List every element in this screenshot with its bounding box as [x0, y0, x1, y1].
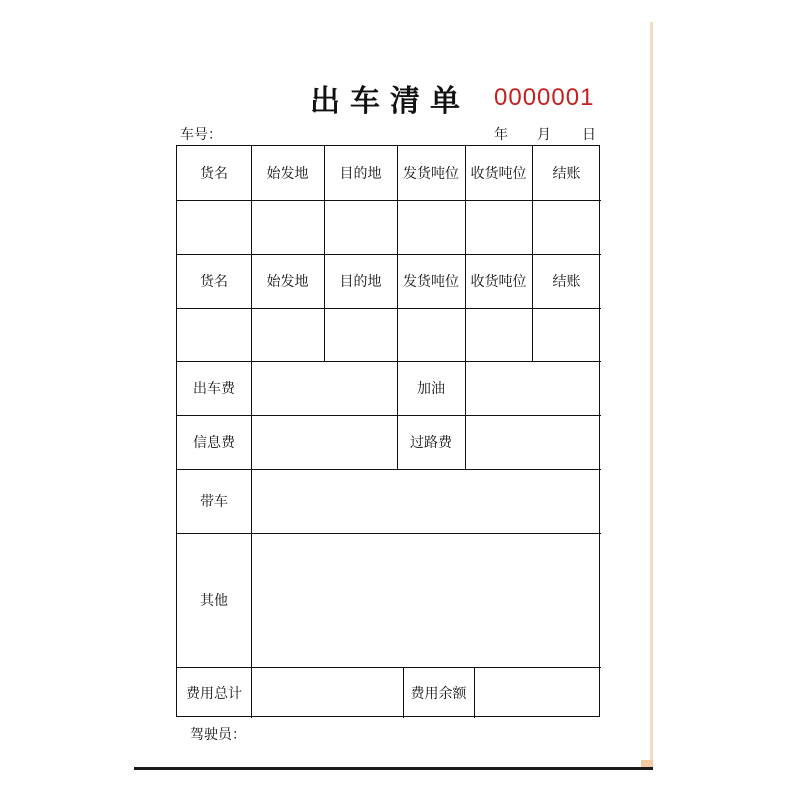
paper-edge: [650, 22, 653, 768]
col-divider: [474, 667, 475, 718]
driver-label: 驾驶员：: [190, 727, 246, 743]
header-destination: 目的地: [339, 166, 382, 182]
other-label: 其他: [200, 593, 228, 609]
header-received-tonnage: 收货吨位: [470, 166, 527, 182]
header-goods-name: 货名: [200, 274, 228, 290]
header-received-tonnage: 收货吨位: [470, 274, 527, 290]
total-fee-label: 费用总计: [186, 685, 242, 702]
col-divider: [251, 146, 252, 718]
header-destination: 目的地: [339, 274, 382, 290]
header-origin: 始发地: [266, 166, 309, 182]
paper-shadow: [134, 767, 653, 770]
paper-corner: [641, 760, 653, 767]
header-shipped-tonnage: 发货吨位: [403, 274, 459, 290]
carpool-label: 带车: [200, 494, 228, 510]
date-year-label: 年: [494, 127, 508, 143]
row-divider: [177, 308, 601, 309]
date-month-label: 月: [537, 127, 551, 143]
header-shipped-tonnage: 发货吨位: [403, 166, 459, 182]
serial-number: 0000001: [494, 84, 595, 111]
header-origin: 始发地: [266, 274, 309, 290]
row-divider: [177, 200, 601, 201]
toll-fee-label: 过路费: [410, 435, 452, 451]
expense-table: [176, 145, 600, 717]
refuel-label: 加油: [417, 381, 445, 397]
date-day-label: 日: [582, 127, 596, 143]
header-settlement: 结账: [552, 274, 581, 290]
form-title: 出车清单: [310, 84, 470, 119]
car-number-label: 车号：: [180, 127, 222, 143]
header-settlement: 结账: [552, 166, 581, 182]
header-goods-name: 货名: [200, 166, 228, 182]
departure-fee-label: 出车费: [193, 381, 235, 397]
fee-balance-label: 费用余额: [410, 685, 467, 702]
info-fee-label: 信息费: [193, 435, 235, 451]
